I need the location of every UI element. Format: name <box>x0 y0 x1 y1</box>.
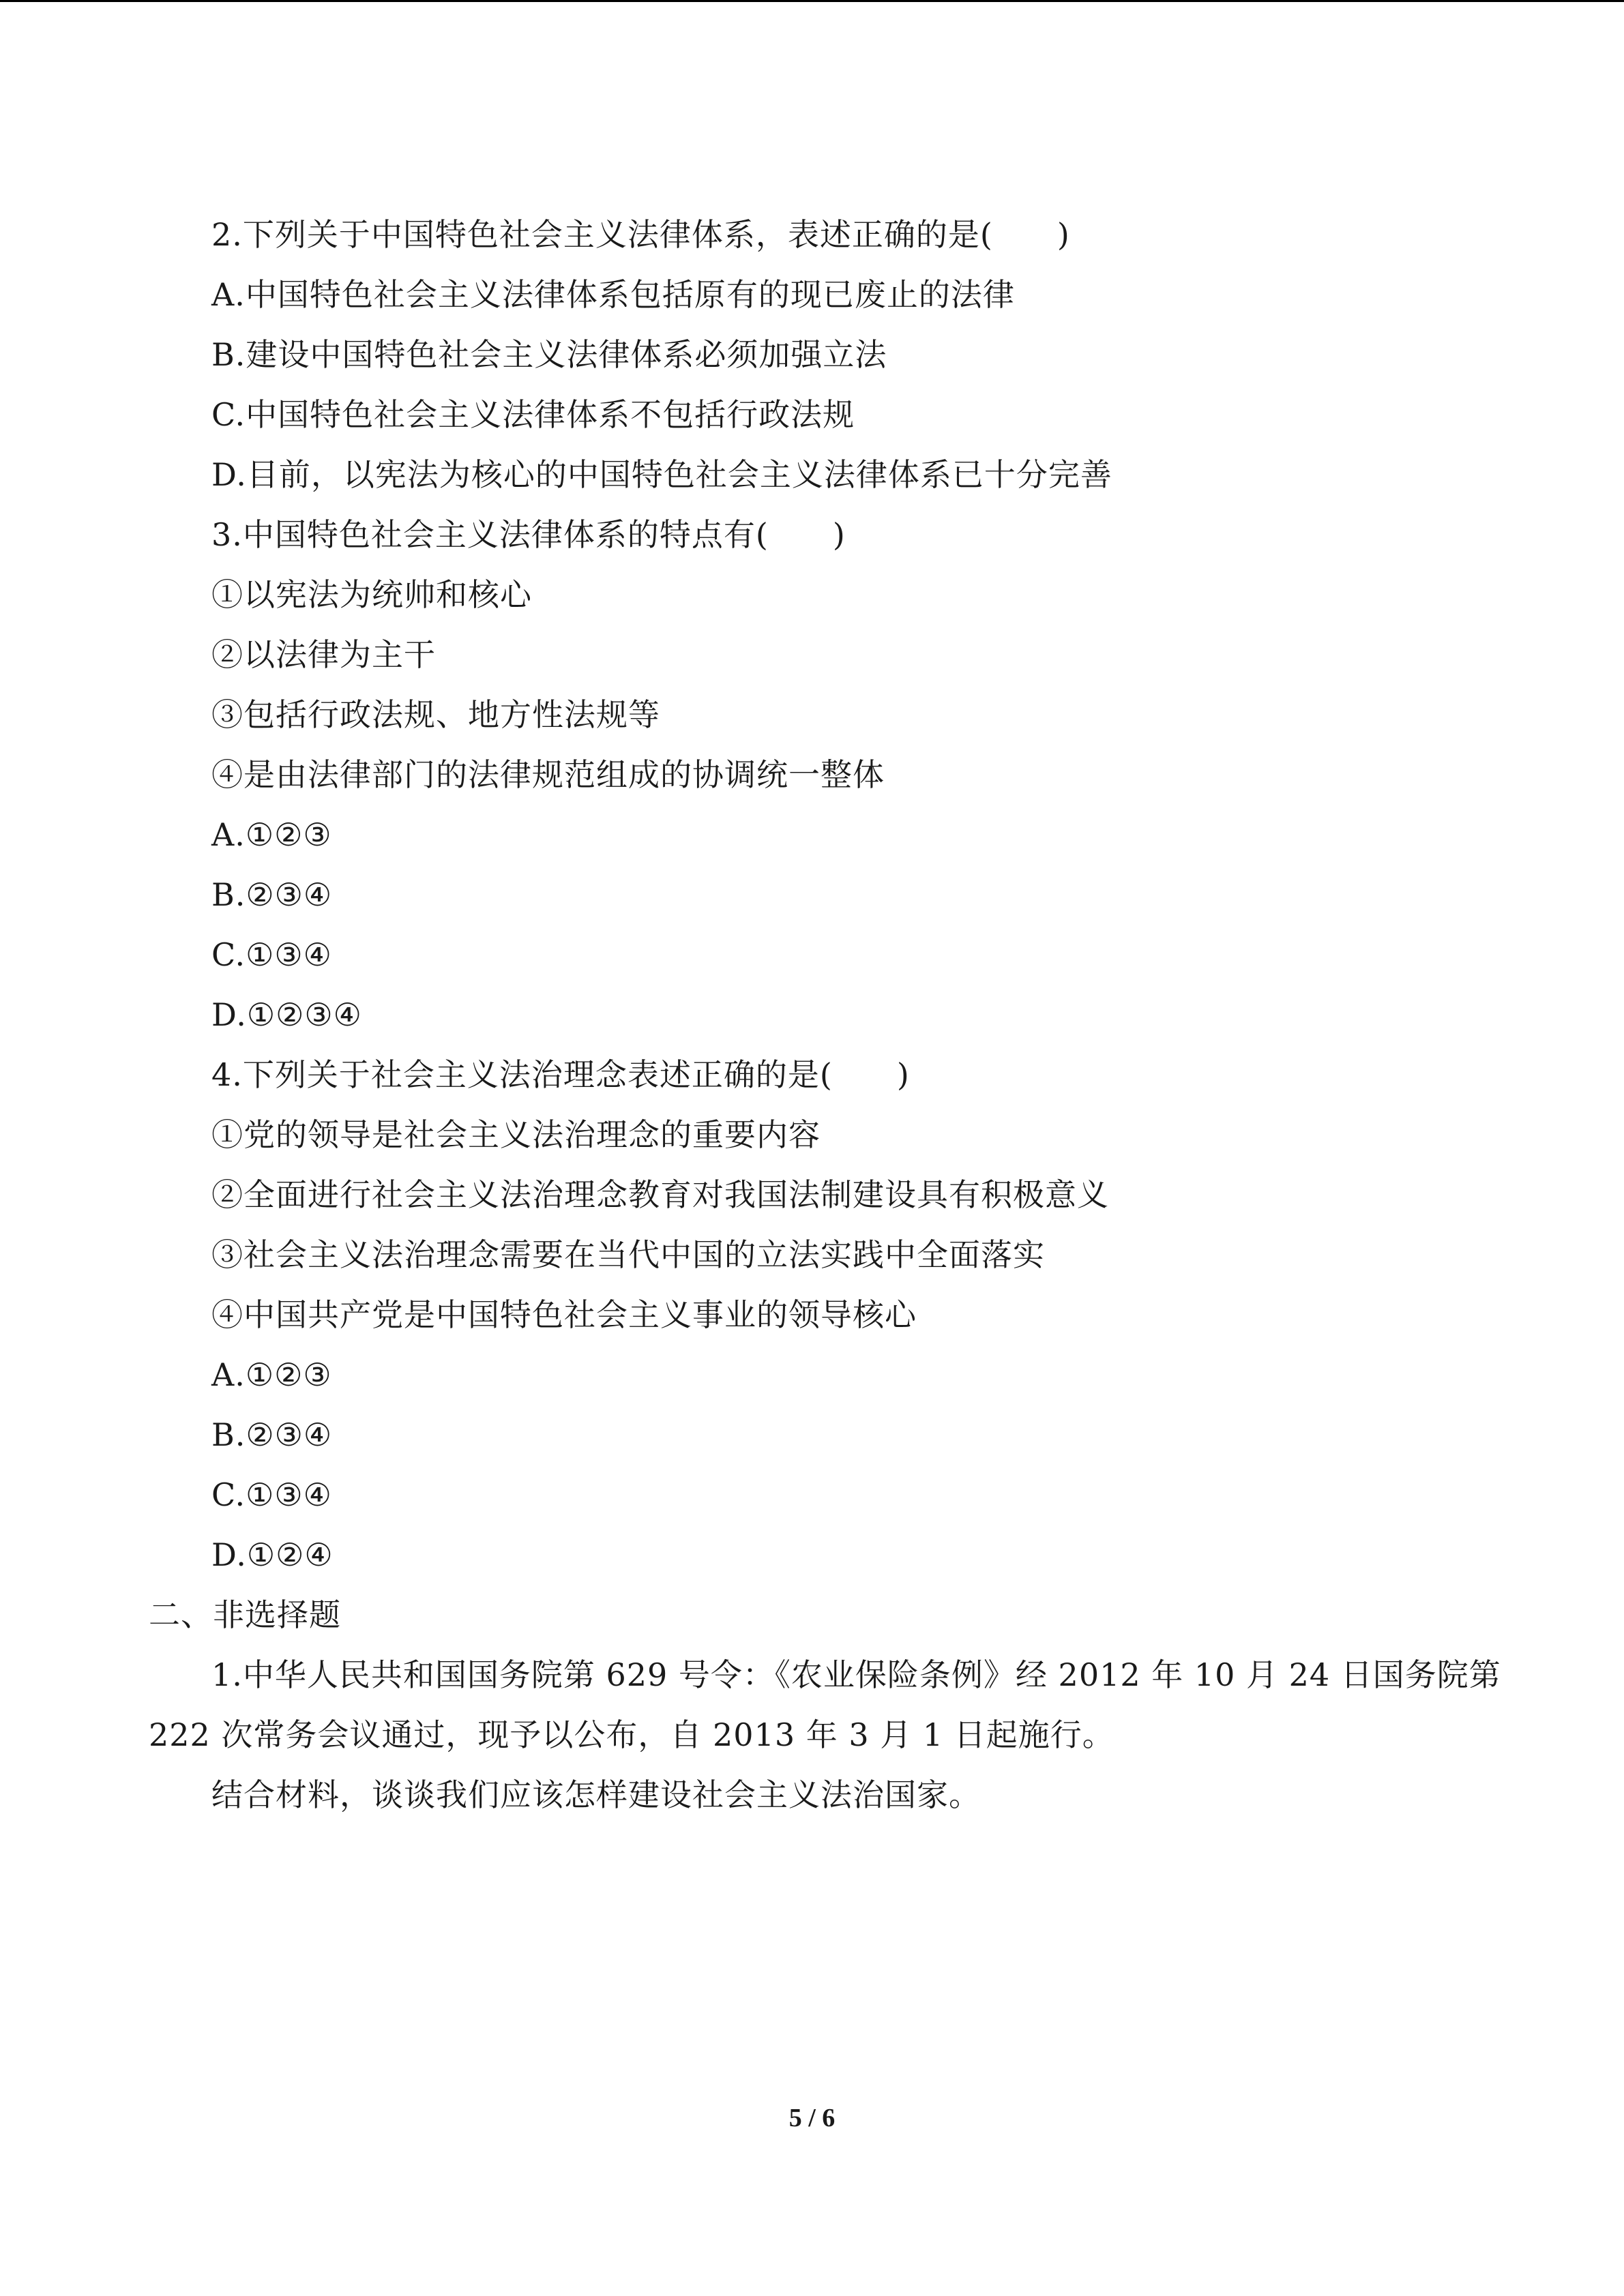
page-number: 5 / 6 <box>788 2104 836 2132</box>
essay-question-1-line-1: 1.中华人民共和国国务院第 629 号令：《农业保险条例》经 2012 年 10 月 24 日国务院第 <box>211 1656 1501 1693</box>
question-3-stem: 3.中国特色社会主义法律体系的特点有( ) <box>211 516 846 553</box>
question-3-option-a: A.①②③ <box>211 816 332 853</box>
question-4-option-d: D.①②④ <box>211 1536 334 1573</box>
question-4-option-a: A.①②③ <box>211 1356 332 1393</box>
question-3-option-c: C.①③④ <box>211 936 332 973</box>
question-3-statement-1: ①以宪法为统帅和核心 <box>211 576 532 613</box>
question-2-option-d: D.目前，以宪法为核心的中国特色社会主义法律体系已十分完善 <box>211 456 1112 493</box>
question-2-option-a: A.中国特色社会主义法律体系包括原有的现已废止的法律 <box>211 276 1015 313</box>
question-2-option-c: C.中国特色社会主义法律体系不包括行政法规 <box>211 396 855 433</box>
question-4-stem: 4.下列关于社会主义法治理念表述正确的是( ) <box>211 1056 910 1093</box>
top-border-rule <box>0 0 1624 2</box>
question-4-option-b: B.②③④ <box>211 1416 333 1453</box>
question-3-statement-3: ③包括行政法规、地方性法规等 <box>211 696 660 733</box>
question-3-statement-2: ②以法律为主干 <box>211 636 436 673</box>
question-2-stem: 2.下列关于中国特色社会主义法律体系，表述正确的是( ) <box>211 216 1070 253</box>
question-4-statement-1: ①党的领导是社会主义法治理念的重要内容 <box>211 1116 821 1153</box>
essay-question-1-prompt: 结合材料，谈谈我们应该怎样建设社会主义法治国家。 <box>211 1776 981 1813</box>
essay-question-1-line-2: 222 次常务会议通过，现予以公布，自 2013 年 3 月 1 日起施行。 <box>149 1716 1114 1753</box>
question-4-statement-2: ②全面进行社会主义法治理念教育对我国法制建设具有积极意义 <box>211 1176 1109 1213</box>
question-4-statement-3: ③社会主义法治理念需要在当代中国的立法实践中全面落实 <box>211 1236 1045 1273</box>
question-4-option-c: C.①③④ <box>211 1476 332 1513</box>
question-2-option-b: B.建设中国特色社会主义法律体系必须加强立法 <box>211 336 887 373</box>
question-3-statement-4: ④是由法律部门的法律规范组成的协调统一整体 <box>211 756 885 793</box>
question-3-option-d: D.①②③④ <box>211 996 362 1033</box>
section-heading-non-choice: 二、非选择题 <box>149 1596 341 1633</box>
question-4-statement-4: ④中国共产党是中国特色社会主义事业的领导核心 <box>211 1296 917 1333</box>
question-3-option-b: B.②③④ <box>211 876 333 913</box>
